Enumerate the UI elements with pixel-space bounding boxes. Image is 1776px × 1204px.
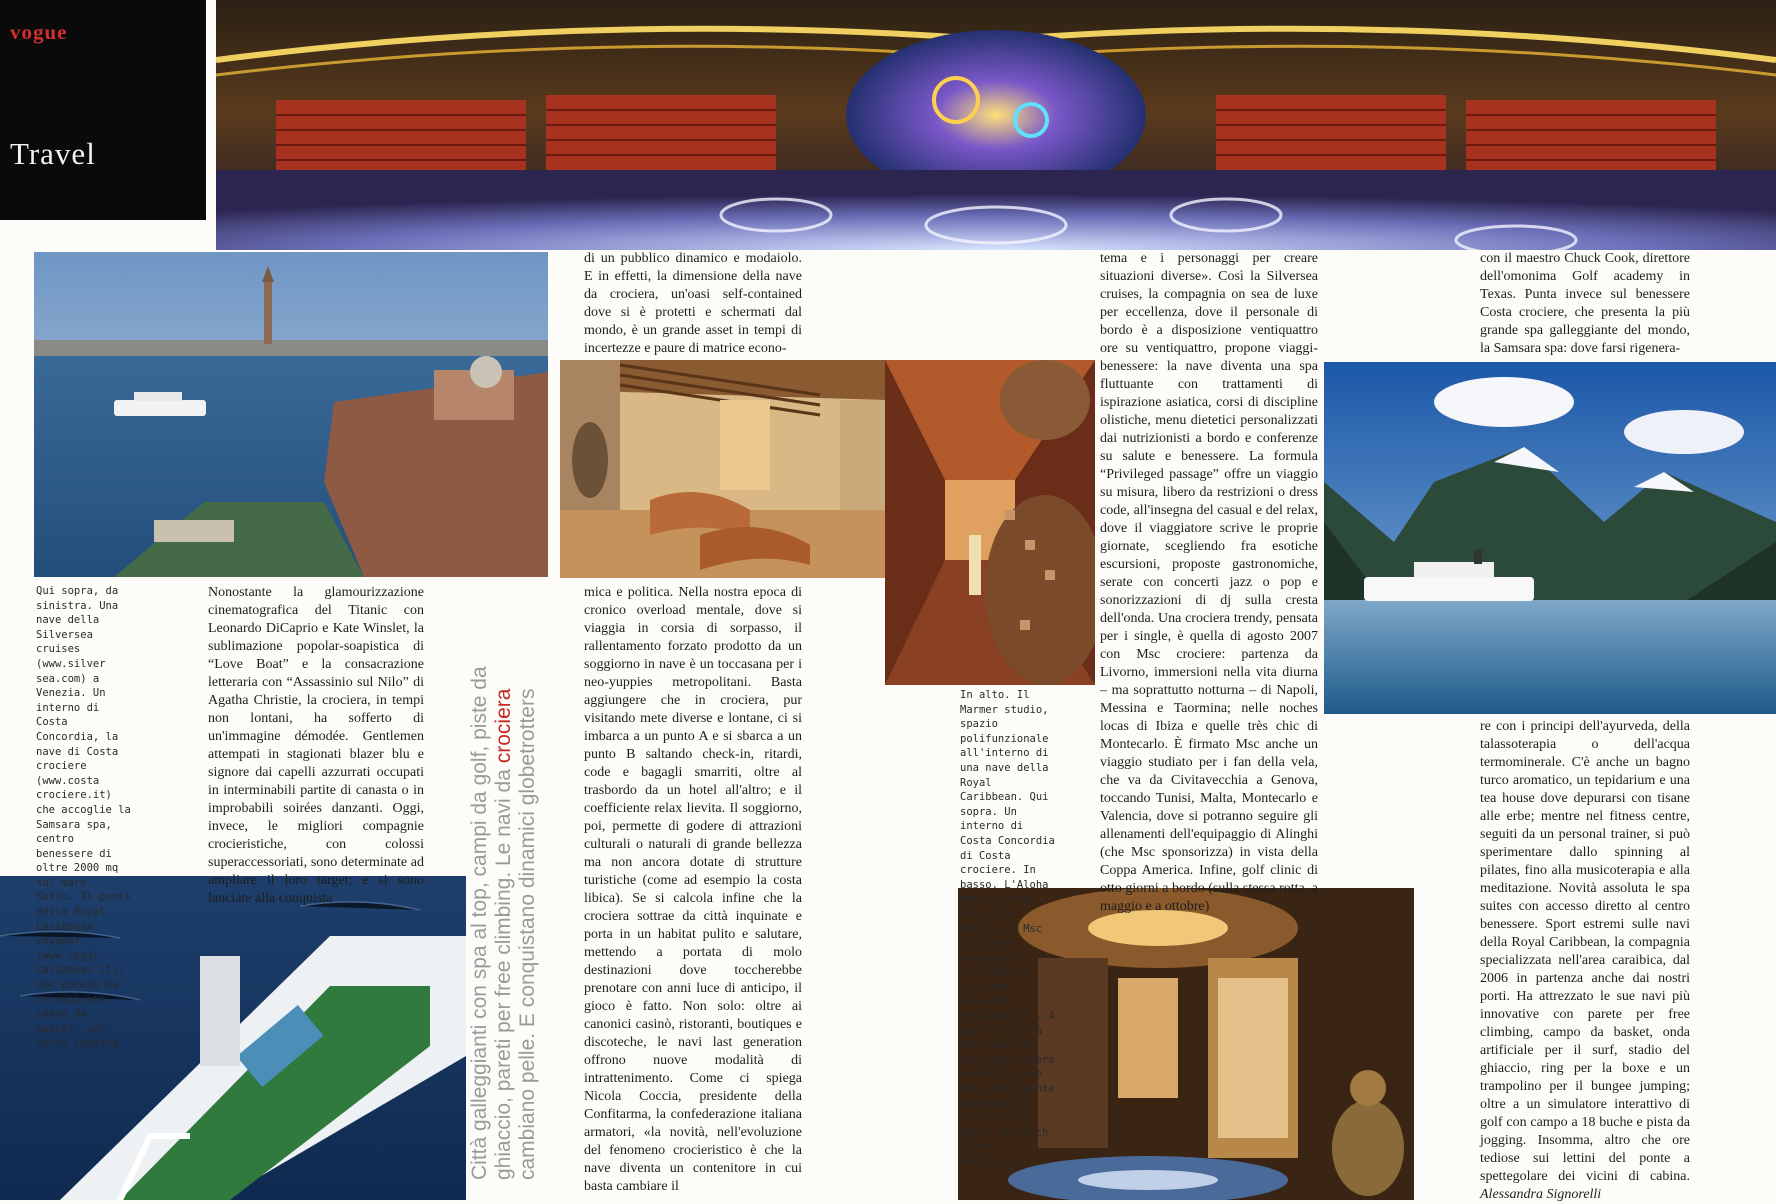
- pull-quote-text-end: cambiano pelle. E conquistano dinamici globetrotters: [516, 688, 539, 1180]
- middle-photo-caption: In alto. Il Marmer studio, spazio polifunzionale all'interno di una nave della Royal Caribbean. Qui sopra. Un interno di Costa Concordia di Costa crociere. In basso. L'Aloha beauty farm, sulla Msc Musica di Msc crociere, compagnia interamente italiana (www.msc crociere.it). A destra. Città galleggianti per raggiungere anche le mete meno facilmente accessibili (foto Marka, photo research Elena Bordignon): [960, 689, 1055, 1168]
- pull-quote: [468, 620, 540, 1180]
- article-column-2-bottom: mica e politica. Nella nostra epoca di cronico overload mentale, dove si viaggia in corsia di sorpasso, il rallentamento forzato prodotto da un soggiorno in nave è un toccasana per i neo-yuppies metropolitani. Basta aggiungere che in crociera, pur visitando mete diverse e lontane, ci si imbarca a un punto A e si sbarca a un punto B saltando check-in, ritardi, code e bagagli smarriti, oltre al trasbordo da un hotel all'altro; e il coefficiente relax lievita. Il soggiorno, poi, permette di godere di attrazioni culturali o naturali di grande bellezza ma non ancora dotate di strutture turistiche (come ad esempio la costa libica). Se si calcola infine che la crociera sottrae da città inquinate e porta in un habitat pulito e salutare, mettendo a portata di molo destinazioni dove toccherebbe prenotare con anni luce di anticipo, il gioco è fatto. Non solo: oltre ai canonici casinò, ristoranti, boutiques e discoteche, le navi last generation offrono nuove modalità di intrattenimento. Come ci spiega Nicola Coccia, presidente della Confitarma, la confederazione italiana armatori, «la novità, nell'evoluzione del fenomeno crocieristico è che la nave diventa un contenitore in cui basta cambiare il: [584, 585, 802, 1194]
- theater-panorama-photo: [216, 0, 1776, 250]
- marmer-studio-photo: [885, 360, 1095, 685]
- article-column-2-top: di un pubblico dinamico e modaiolo. E in effetti, la dimensione della nave da crociera, un'oasi self-contained dove si è protetti e schermati dal mondo, è un grande asset in tempi di incertezze e paure di matrice econo-: [584, 251, 802, 356]
- article-column-4-bottom: [1480, 718, 1690, 1204]
- article-column-1: Nonostante la glamourizzazione cinematografica del Titanic con Leonardo DiCaprio e Kate Winslet, la sublimazione popolar-soapistica di “Love Boat” e la consacrazione letteraria con “Assassinio sul Nilo” di Agatha Christie, la crociera, in tempi non lontani, ha sofferto di un'immagine démodée. Gentlemen attempati in stagionati blazer blu e signore dai capelli azzurrati occupati in interminabili partite di canasta o in improbabili soirées danzanti. Oggi, invece, le migliori compagnie crocieristiche, con colossi superaccessoriati, sono determinate ad ampliare il loro target; e si sono lanciate alla conquista: [208, 585, 424, 906]
- article-column-3: tema e i personaggi per creare situazioni diverse». Così la Silversea cruises, la compagnia on sea de luxe per eccellenza, dove il personale di bordo è a disposizione ventiquattro ore su ventiquattro, propone viaggi-benessere: la nave diventa una spa fluttuante con trattamenti di ispirazione asiatica, corsi di discipline olistiche, menu dietetici personalizzati dai nutrizionisti a bordo e conferenze su salute e benessere. La formula “Privileged passage” offre un viaggio su misura, libero da restrizioni o dress code, all'insegna del casual e del relax, dove il viaggiatore scrive le proprie giornate, scegliendo fra esotiche escursioni, proposte gastronomiche, serate con concerti jazz o pop e sonorizzazioni di dj sulla cresta dell'onda. Una crociera trendy, pensata per i single, è quella di agosto 2007 con Msc crociere: partenza da Livorno, immersioni nella vita diurna – ma soprattutto notturna – di Napoli, Messina e Taormina; nelle noches locas di Ibiza e quelle très chic di Montecarlo. È firmato Msc anche un viaggio studiato per i fan della vela, che va da Civitavecchia a Genova, toccando Tunisi, Malta, Montecarlo e Valencia, dove si potranno seguire gli allenamenti dell'equipaggio di Alinghi (che Msc sponsorizza) in vista della Coppa America. Infine, golf clinic di otto giorni a bordo (sulla stessa rotta, a maggio e a ottobre): [1100, 251, 1318, 914]
- venice-silversea-photo: [34, 252, 548, 577]
- samsara-spa-interior-photo: [560, 360, 886, 578]
- article-column-4-text: re con i principi dell'ayurveda, della talassoterapia o dell'acqua termominerale. C'è anche un bagno turco aromatico, un tepidarium e una tea house dove depurarsi con tisane alle erbe; mentre nel fitness centre, seguiti da un personal trainer, si può sperimentare dallo spinning al pilates, fino alla musicoterapia e alla meditazione. Novità assoluta le spa suites con accesso diretto al centro benessere. Sport estremi sulle navi della Royal Caribbean, la compagnia specializzata nell'area caraibica, dal 2006 in partenza anche dai nostri porti. Ha attrezzato le sue navi più innovative con parete per free climbing, campo da basket, onda artificiale per il surf, stadio del ghiaccio, ring per la boxe e un trampolino per il bungee jumping; oltre a un simulatore interattivo di golf con campo a 18 buche e pista da jogging. Insomma, altro che ore tediose sui lettini del ponte a spettegolare dei vicini di cabina.: [1480, 719, 1690, 1184]
- pull-quote-accent: crociera: [492, 688, 515, 764]
- fjord-cruise-ship-photo: [1324, 362, 1776, 714]
- pull-quote-text: Città galleggianti con spa al top, campi da golf, piste da ghiaccio, pareti per free climbing. Le navi da: [468, 666, 515, 1180]
- article-column-4-top: con il maestro Chuck Cook, direttore dell'omonima Golf academy in Texas. Punta invece sul benessere Costa crociere, che presenta la più grande spa galleggiante del mondo, la Samsara spa: dove farsi rigenera-: [1480, 251, 1690, 356]
- left-photo-caption: Qui sopra, da sinistra. Una nave della Silversea cruises (www.silver sea.com) a Venezia. Un interno di Costa Concordia, la nave di Costa crociere (www.costa crociere.it) che accoglie la Samsara spa, centro benessere di oltre 2000 mq sul mare. Sotto. Il ponte della Royal Caribbean Voyager (www.royal caribbean.it), con parete da arrampicata, campo da basket, per-corso jogging.: [36, 585, 131, 1050]
- vogue-logo[interactable]: vogue: [10, 20, 68, 44]
- author-byline: Alessandra Signorelli: [1480, 1187, 1602, 1202]
- section-title: Travel: [10, 136, 96, 171]
